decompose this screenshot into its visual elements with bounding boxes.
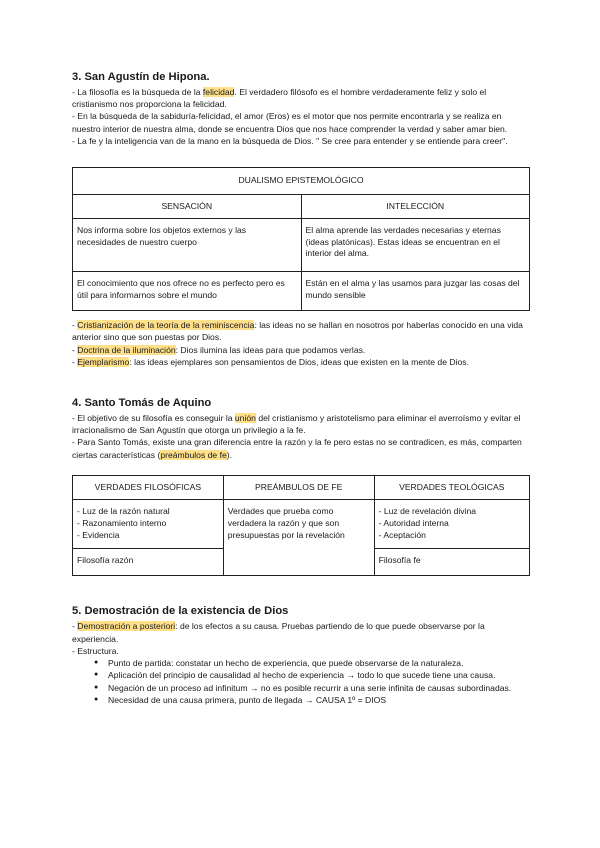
verdades-table	[72, 475, 530, 577]
s5-paragraph-2: - Estructura.	[72, 645, 119, 656]
table-cell: Verdades que prueba como verdadera la razón y que son presupuestas por la revelación	[223, 500, 374, 576]
section-5-title: 5. Demostración de la existencia de Dios	[72, 605, 289, 618]
table-cell: - Luz de revelación divina - Autoridad interna - Aceptación	[374, 500, 529, 549]
list-item: ● Necesidad de una causa primera, punto de llegada → CAUSA 1º = DIOS	[94, 694, 530, 706]
table-header: VERDADES TEOLÓGICAS	[374, 475, 529, 500]
highlight: Ejemplarismo	[77, 356, 130, 367]
s5-paragraph-1: - Demostración a posteriori: de los efectos a su causa. Pruebas partiendo de lo que puede observarse por la experiencia.	[72, 621, 485, 644]
structure-list	[72, 657, 530, 707]
table-cell: Están en el alma y las usamos para juzgar las cosas del mundo sensible	[301, 272, 530, 311]
list-item: ● Aplicación del principio de causalidad al hecho de experiencia → todo lo que sucede tiene una causa.	[94, 669, 530, 681]
s3-paragraph-2: - En la búsqueda de la sabiduría-felicidad, el amor (Eros) es el motor que nos permite encontrarla y se realiza en nuestro interior de nuestra alma, donde se encuentra Dios que nos hace comprender la verdad y saber amar bien.	[72, 111, 508, 134]
s4-paragraph-1: - El objetivo de su filosofía es conseguir la unión del cristianismo y aristotelismo para eliminar el averroísmo y evitar el irracionalismo de San Agustín que otorga un privilegio a la fe.	[72, 413, 521, 436]
highlight: preámbulos de fe	[160, 449, 227, 460]
highlight: Demostración a posteriori	[77, 621, 176, 632]
s3-paragraph-3: - La fe y la inteligencia van de la mano en la búsqueda de Dios. " Se cree para entender y se entiende para creer".	[72, 135, 508, 146]
dualismo-table	[72, 167, 530, 311]
table-header: SENSACIÓN	[73, 194, 302, 219]
section-3-title: 3. San Agustín de Hipona.	[72, 71, 210, 83]
table-header: PREÁMBULOS DE FE	[223, 475, 374, 500]
highlight: Doctrina de la iluminación	[77, 344, 176, 355]
highlight: felicidad	[202, 87, 235, 97]
s4-paragraph-2: - Para Santo Tomás, existe una gran diferencia entre la razón y la fe pero estas no se contradicen, es más, comparten ciertas características (preámbulos de fe).	[72, 437, 522, 460]
table-title: DUALISMO EPISTEMOLÓGICO	[73, 168, 530, 195]
table-cell: El alma aprende las verdades necesarias y eternas (ideas platónicas). Estas ideas se encuentran en el interior del alma.	[301, 219, 530, 272]
list-item: ● Punto de partida: constatar un hecho de experiencia, que puede observarse de la naturaleza.	[94, 657, 530, 669]
document-page	[72, 70, 530, 707]
highlight: Cristianización de la teoría de la reminiscencia	[77, 320, 255, 331]
table-cell: Nos informa sobre los objetos externos y las necesidades de nuestro cuerpo	[73, 219, 302, 272]
section-4-title: 4. Santo Tomás de Aquino	[72, 397, 212, 410]
s3-paragraph-5: - Doctrina de la iluminación: Dios ilumina las ideas para que podamos verlas.	[72, 344, 366, 355]
s3-paragraph-6: - Ejemplarismo: las ideas ejemplares son pensamientos de Dios, ideas que existen en la mente de Dios.	[72, 356, 469, 367]
table-cell: - Luz de la razón natural - Razonamiento interno - Evidencia	[73, 500, 224, 549]
s3-paragraph-1: - La filosofía es la búsqueda de la felicidad. El verdadero filósofo es el hombre verdaderamente feliz y solo el cristianismo nos proporciona la felicidad.	[72, 87, 487, 110]
table-header: VERDADES FILOSÓFICAS	[73, 475, 224, 500]
s3-paragraph-4: - Cristianización de la teoría de la reminiscencia: las ideas no se hallan en nosotros por haberlas conocido en una vida anterior sino que son puestas por Dios.	[72, 320, 523, 343]
table-cell: Filosofía razón	[73, 549, 224, 576]
table-cell: El conocimiento que nos ofrece no es perfecto pero es útil para informarnos sobre el mundo	[73, 272, 302, 311]
highlight: unión	[234, 413, 256, 424]
table-cell: Filosofía fe	[374, 549, 529, 576]
table-header: INTELECCIÓN	[301, 194, 530, 219]
list-item: ● Negación de un proceso ad infinitum → no es posible recurrir a una serie infinita de causas subordinadas.	[94, 682, 530, 694]
